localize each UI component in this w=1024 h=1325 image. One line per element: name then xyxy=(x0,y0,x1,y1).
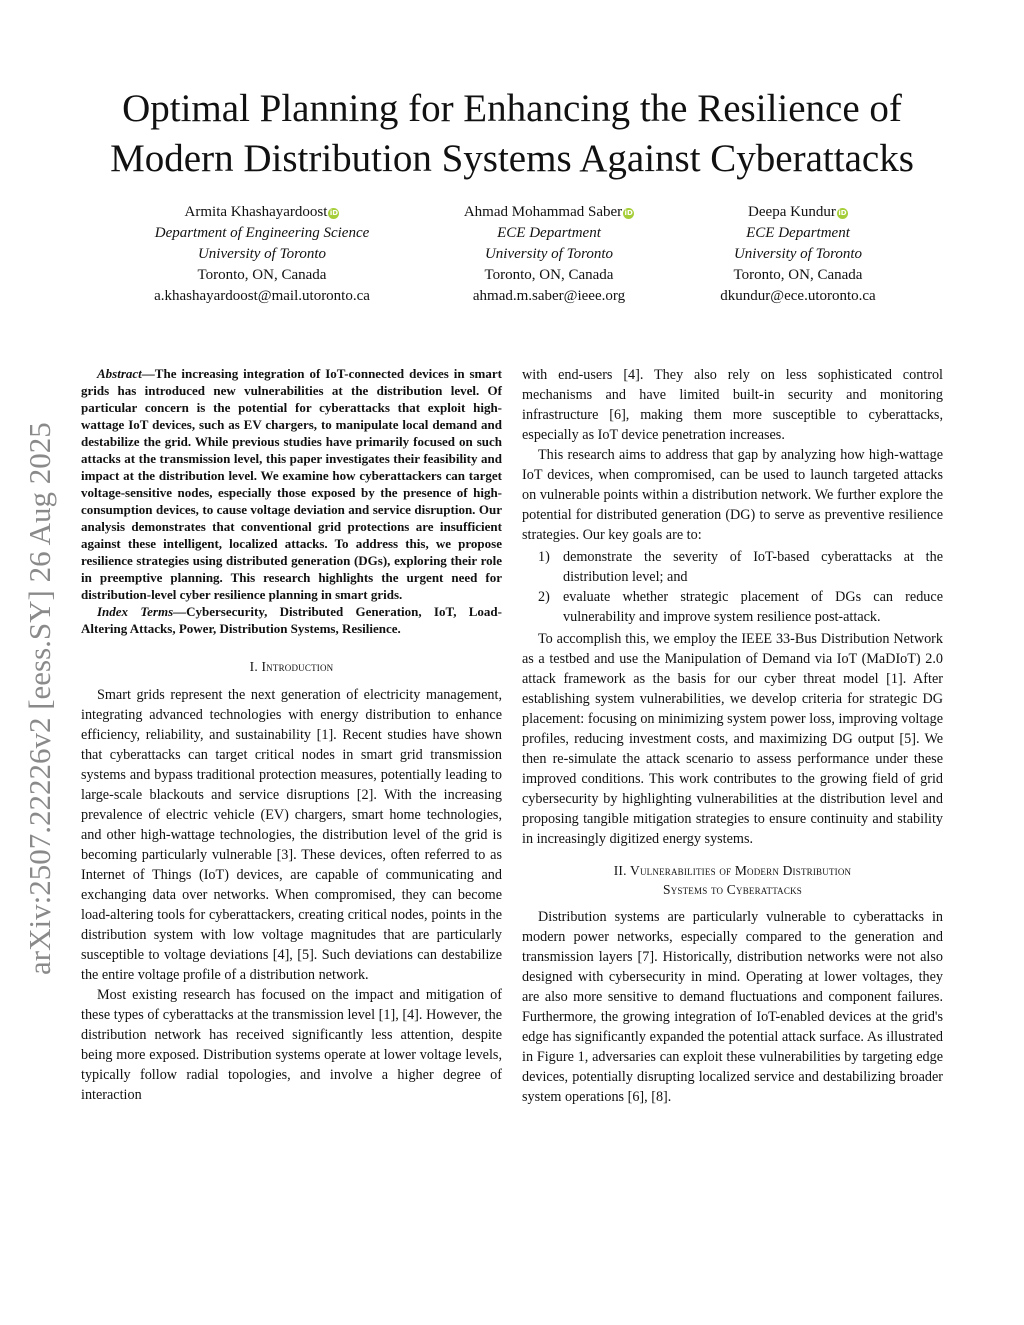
intro-paragraph-1: Smart grids represent the next generation of electricity management, integrating advanced technologies with energy distribution to enhance efficiency, reliability, and sustainability [1]. Recent studies have shown that cyberattacks can target critical nodes in smart grid transmission systems and bypass traditional protection measures, potentially leading to large-scale blackouts and service disruptions [2]. With the increasing prevalence of electric vehicle (EV) chargers, smart home technologies, and other high-wattage technologies, the distribution level of the grid is becoming particularly vulnerable [3]. These devices, often referred to as Internet of Things (IoT) devices, are capable of communicating and exchanging data over networks. When compromised, they can become load-altering tools for cyberattackers, creating critical nodes, points in the distribution system with low voltage magnitudes that are particularly susceptible to voltage deviations [4], [5]. Such deviations can destabilize the entire voltage profile of a distribution network. xyxy=(81,687,502,983)
arxiv-identifier: arXiv:2507.22226v2 [eess.SY] 26 Aug 2025 xyxy=(22,422,57,975)
author-email[interactable]: ahmad.m.saber@ieee.org xyxy=(472,288,626,304)
author-department: ECE Department xyxy=(497,225,601,241)
intro-paragraph-2-continued: with end-users [4]. They also rely on less sophisticated control mechanisms and have limited built-in security and monitoring infrastructure [6], making them more susceptible to cyberattacks, especially as IoT device penetration increases. xyxy=(522,367,943,443)
list-item xyxy=(522,587,943,627)
paper-title: Optimal Planning for Enhancing the Resilience of Modern Distribution Systems Against Cyberattacks xyxy=(110,87,914,180)
abstract-label: Abstract xyxy=(97,366,142,381)
index-terms-label: Index Terms xyxy=(97,604,174,619)
author-university: University of Toronto xyxy=(484,246,614,262)
orcid-icon[interactable]: iD xyxy=(838,209,847,217)
intro-paragraph-2: Most existing research has focused on the impact and mitigation of these types of cyberattacks at the transmission level [1], [4]. However, the distribution network has received significantly less attention, despite being more exposed. Distribution systems operate at lower voltage levels, typically follow radial topologies, and involve a higher degree of interaction xyxy=(81,987,502,1103)
author-location: Toronto, ON, Canada xyxy=(197,267,327,283)
list-item xyxy=(522,547,943,587)
section-heading-line: II. Vulnerabilities of Modern Distribution xyxy=(613,863,852,878)
list-item-number: 2) xyxy=(538,589,550,605)
goals-list xyxy=(522,547,943,627)
index-terms xyxy=(81,603,502,637)
abstract-text: —The increasing integration of IoT-connected devices in smart grids has introduced new vulnerabilities at the distribution level. Of particular concern is the potential for cyberattacks that exploit high-wattage IoT devices, such as EV chargers, to manipulate local demand and destabilize the grid. While previous studies have primarily focused on such attacks at the transmission level, this paper investigates their feasibility and impact at the distribution level. We examine how cyberattackers can target voltage-sensitive nodes, especially those exposed by the presence of high-consumption devices, to cause voltage deviation and service disruption. Our analysis demonstrates that conventional grid protections are insufficient against these intelligent, localized attacks. To address this, we propose resilience strategies using distributed generation (DGs), exploring their role in preemptive planning. This research highlights the urgent need for distribution-level cyber resilience planning in smart grids. xyxy=(81,366,502,602)
list-item-number: 1) xyxy=(538,549,550,565)
author-block xyxy=(0,202,1024,312)
list-item-text: demonstrate the severity of IoT-based cyberattacks at the distribution level; and xyxy=(563,549,943,585)
list-item-text: evaluate whether strategic placement of DGs can reduce vulnerability and improve system resilience post-attack. xyxy=(563,589,943,625)
author-name: Ahmad Mohammad Saber xyxy=(463,204,623,220)
author-name: Deepa Kundur xyxy=(748,204,836,220)
orcid-icon[interactable]: iD xyxy=(624,209,633,217)
author-department: Department of Engineering Science xyxy=(154,225,370,241)
author-university: University of Toronto xyxy=(733,246,863,262)
author-3 xyxy=(648,202,948,307)
author-location: Toronto, ON, Canada xyxy=(484,267,614,283)
left-column xyxy=(81,365,502,1105)
orcid-icon[interactable]: iD xyxy=(329,209,339,217)
index-terms-text: —Cybersecurity, Distributed Generation, IoT, Load-Altering Attacks, Power, Distribution Systems, Resilience. xyxy=(81,604,502,636)
author-1 xyxy=(112,202,412,307)
right-column xyxy=(522,365,943,1107)
intro-paragraph-4: To accomplish this, we employ the IEEE 33-Bus Distribution Network as a testbed and use the Manipulation of Demand via IoT (MaDIoT) 2.0 attack framework as the basis for our cyber threat model [1]. After establishing system vulnerabilities, we develop criteria for strategic DG placement: focusing on minimizing system power loss, improving voltage profiles, reducing investment costs, and maximizing DG output [5]. We then re-simulate the attack scenario to assess performance under these improved conditions. This work contributes to the growing field of grid cybersecurity by highlighting vulnerabilities at the distribution level and proposing tangible mitigation strategies to ensure continuity and stability in increasingly digitized energy systems. xyxy=(522,631,943,847)
section-heading-vulnerabilities xyxy=(522,861,943,899)
section-heading-line: Systems to Cyberattacks xyxy=(663,882,802,897)
author-name: Armita Khashayardoost xyxy=(184,204,328,220)
author-department: ECE Department xyxy=(746,225,850,241)
author-university: University of Toronto xyxy=(197,246,327,262)
abstract xyxy=(81,365,502,603)
section-heading-introduction: I. Introduction xyxy=(249,659,334,674)
author-email[interactable]: a.khashayardoost@mail.utoronto.ca xyxy=(154,288,370,304)
intro-paragraph-3: This research aims to address that gap by analyzing how high-wattage IoT devices, when compromised, can be used to launch targeted attacks on vulnerable points within a distribution network. We further explore the potential for distributed generation (DG) to serve as preventive resilience strategies. Our key goals are to: xyxy=(522,447,943,543)
author-location: Toronto, ON, Canada xyxy=(733,267,863,283)
section2-paragraph-1: Distribution systems are particularly vulnerable to cyberattacks in modern power networks, especially compared to the generation and transmission layers [7]. Historically, distribution networks were not also designed with cybersecurity in mind. Operating at lower voltages, they are also more sensitive to demand fluctuations and component failures. Furthermore, the growing integration of IoT-enabled devices at the grid's edge has significantly expanded the potential attack surface. As illustrated in Figure 1, adversaries can exploit these vulnerabilities by targeting edge devices, potentially disrupting localized service and destabilizing broader system operations [6], [8]. xyxy=(522,909,943,1105)
author-email[interactable]: dkundur@ece.utoronto.ca xyxy=(720,288,876,304)
